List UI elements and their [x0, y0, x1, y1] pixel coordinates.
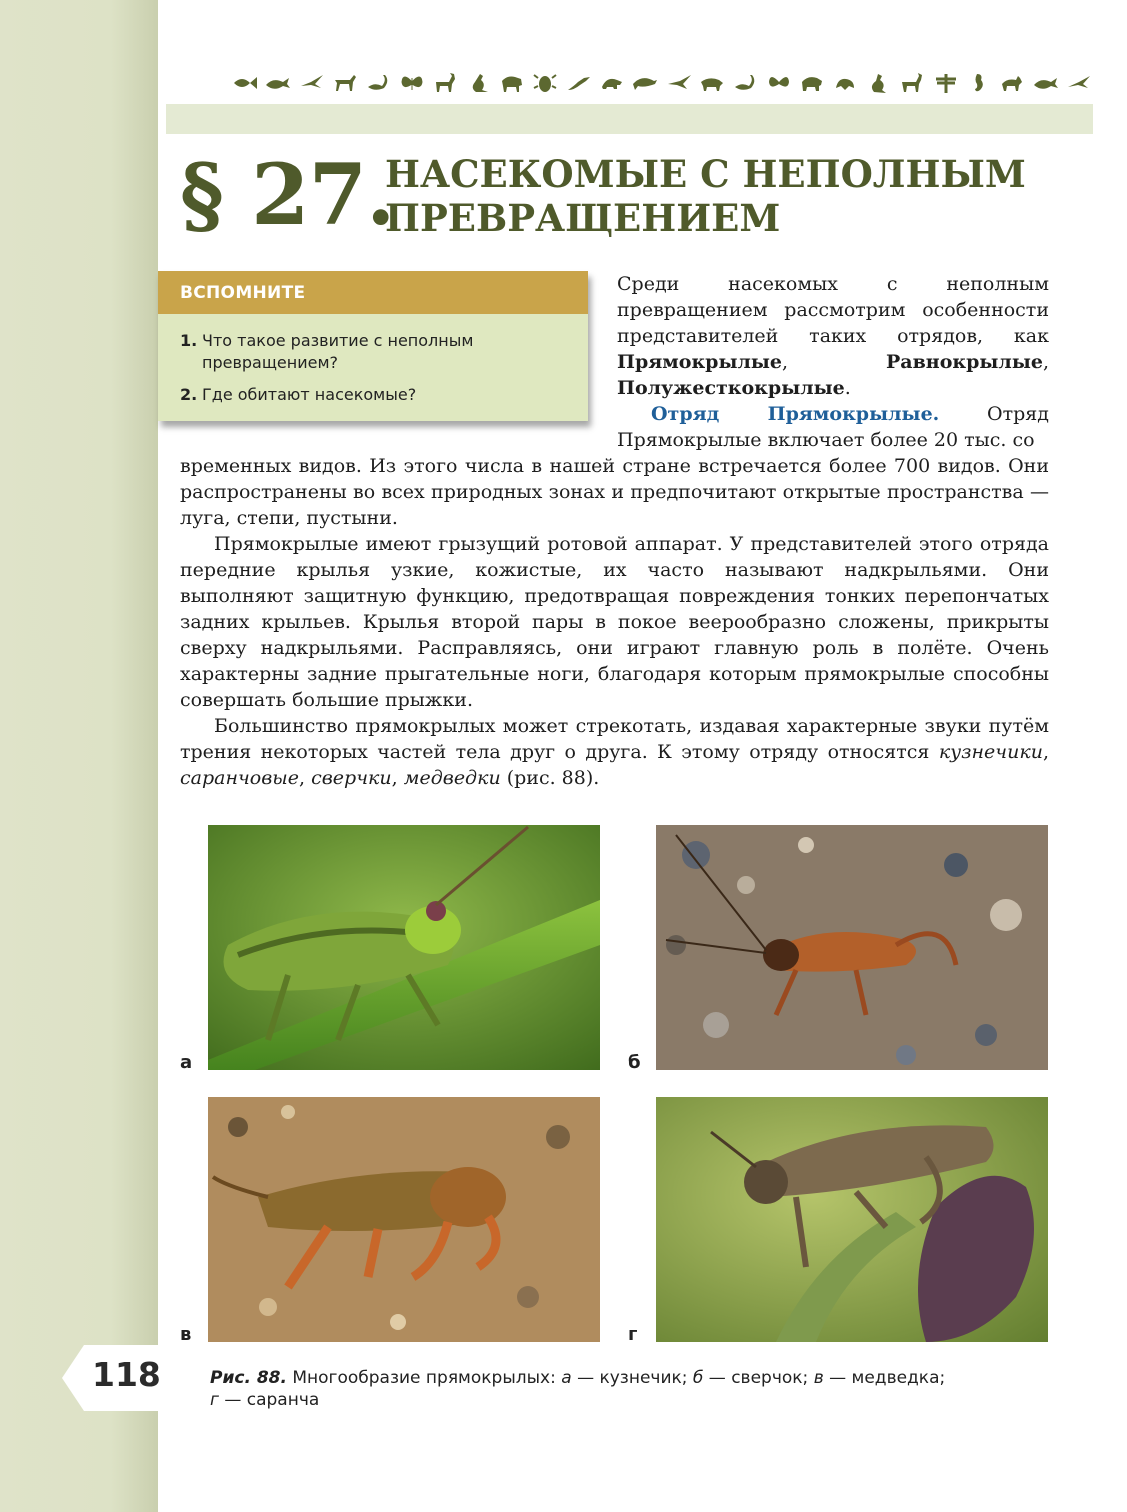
- intro-column: [617, 271, 1049, 453]
- whale-icon: [265, 72, 291, 94]
- order-heading: Отряд Прямокрылые.: [651, 403, 940, 425]
- main-text-column: [180, 453, 1049, 791]
- intro-text: Среди насекомых с неполным превращением рассмотрим особенности представителей таких отрядов, как: [617, 273, 1049, 347]
- whale-icon: [1033, 72, 1059, 94]
- figure-caption: [210, 1367, 1050, 1411]
- photo-cricket: [656, 825, 1048, 1070]
- separator: ,: [1042, 741, 1049, 763]
- butterfly-icon: [766, 72, 792, 94]
- paragraph-2: Прямокрылые имеют грызущий ротовой аппарат. У представителей этого отряда передние крылья узкие, кожистые, их часто называют надкрыльями. Они выполняют защитную функцию, предотвращая повреждения тонких перепончатых задних крыльев. Крылья второй пары в покое веерообразно сложены, прикрыты сверху надкрыльями. Расправляясь, они играют главную роль в полёте. Очень характерны задние прыгательные ноги, благодаря которым прямокрылые способны совершать большие прыжки.: [180, 533, 1049, 711]
- bird-icon: [666, 72, 692, 94]
- question-text: Что такое развитие с неполным превращением?: [202, 331, 474, 372]
- figure-letter-b: б: [628, 1052, 641, 1073]
- bird-icon: [299, 72, 325, 94]
- scorpion-icon: [365, 72, 391, 94]
- left-margin-strip: [0, 0, 158, 1512]
- order-name: Равнокрылые: [885, 351, 1043, 373]
- remember-box: [158, 271, 588, 421]
- question-text: Где обитают насекомые?: [202, 385, 417, 404]
- bird-icon: [1066, 72, 1092, 94]
- photo-grasshopper: [208, 825, 600, 1070]
- header-band: [166, 104, 1093, 134]
- dolphin-icon: [632, 72, 658, 94]
- section-title: НАСЕКОМЫЕ С НЕПОЛНЫМ ПРЕВРАЩЕНИЕМ: [385, 152, 1026, 240]
- boar-icon: [699, 72, 725, 94]
- paragraph-1-continued: временных видов. Из этого числа в нашей стране встречается более 700 видов. Они распространены во всех природных зонах и предпочитают открытые пространства — луга, степи, пустыни.: [180, 455, 1049, 529]
- figure-letter-g: г: [628, 1324, 638, 1345]
- order-name: Прямокрылые: [617, 351, 783, 373]
- paragraph-text: Отряд Прямокрылые включает более 20 тыс. со: [617, 403, 1049, 451]
- beetle-icon: [532, 72, 558, 94]
- caption-letter: в: [813, 1368, 824, 1388]
- question-number: 1.: [180, 331, 198, 350]
- intro-paragraph: [617, 271, 1049, 401]
- caption-letter: а: [561, 1368, 572, 1388]
- caption-letter: г: [210, 1390, 219, 1410]
- horse-icon: [332, 72, 358, 94]
- caption-text: Многообразие прямокрылых:: [286, 1368, 562, 1388]
- seahorse-icon: [966, 72, 992, 94]
- paragraph-text: Большинство прямокрылых может стрекотать, издавая характерные звуки путём трения некоторых частей тела друг о друга. К этому отряду относятся: [180, 715, 1049, 763]
- caption-label: Рис. 88.: [210, 1368, 287, 1388]
- caption-text: — медведка;: [823, 1368, 946, 1388]
- remember-question: [158, 384, 588, 406]
- paragraph-text: (рис. 88).: [500, 767, 600, 789]
- monkey-icon: [866, 72, 892, 94]
- page-number: 118: [92, 1355, 161, 1394]
- caption-text: — сверчок;: [703, 1368, 814, 1388]
- figure-letter-v: в: [180, 1324, 192, 1345]
- separator: ,: [299, 767, 312, 789]
- animal-silhouette-border: [232, 66, 1092, 100]
- separator: ,: [391, 767, 404, 789]
- remember-heading: ВСПОМНИТЕ: [158, 271, 588, 314]
- figure-letter-a: а: [180, 1052, 193, 1073]
- butterfly-icon: [399, 72, 425, 94]
- remember-question: [158, 330, 588, 374]
- order-name: Полужесткокрылые: [617, 377, 845, 399]
- example-term: сверчки: [311, 767, 392, 789]
- paragraph-3: [180, 713, 1049, 791]
- caption-letter: б: [692, 1368, 704, 1388]
- separator: ,: [782, 351, 886, 373]
- lizard-icon: [566, 72, 592, 94]
- antelope-icon: [899, 72, 925, 94]
- frog-icon: [832, 72, 858, 94]
- order-paragraph-start: [617, 401, 1049, 453]
- question-number: 2.: [180, 385, 198, 404]
- photo-mole-cricket: [208, 1097, 600, 1342]
- example-term: медведки: [403, 767, 501, 789]
- example-term: саранчовые: [180, 767, 300, 789]
- caption-text: — саранча: [218, 1390, 320, 1410]
- dragonfly-icon: [933, 72, 959, 94]
- fish-icon: [232, 72, 258, 94]
- bison-icon: [499, 72, 525, 94]
- bear-icon: [799, 72, 825, 94]
- separator: ,: [1042, 351, 1049, 373]
- caption-text: — кузнечик;: [571, 1368, 693, 1388]
- kangaroo-icon: [466, 72, 492, 94]
- deer-icon: [432, 72, 458, 94]
- cat-icon: [999, 72, 1025, 94]
- separator: .: [844, 377, 851, 399]
- remember-questions: [158, 330, 588, 406]
- photo-locust: [656, 1097, 1048, 1342]
- example-term: кузнечики: [938, 741, 1043, 763]
- section-number: § 27.: [180, 145, 395, 244]
- turtle-icon: [599, 72, 625, 94]
- scorpion-icon: [732, 72, 758, 94]
